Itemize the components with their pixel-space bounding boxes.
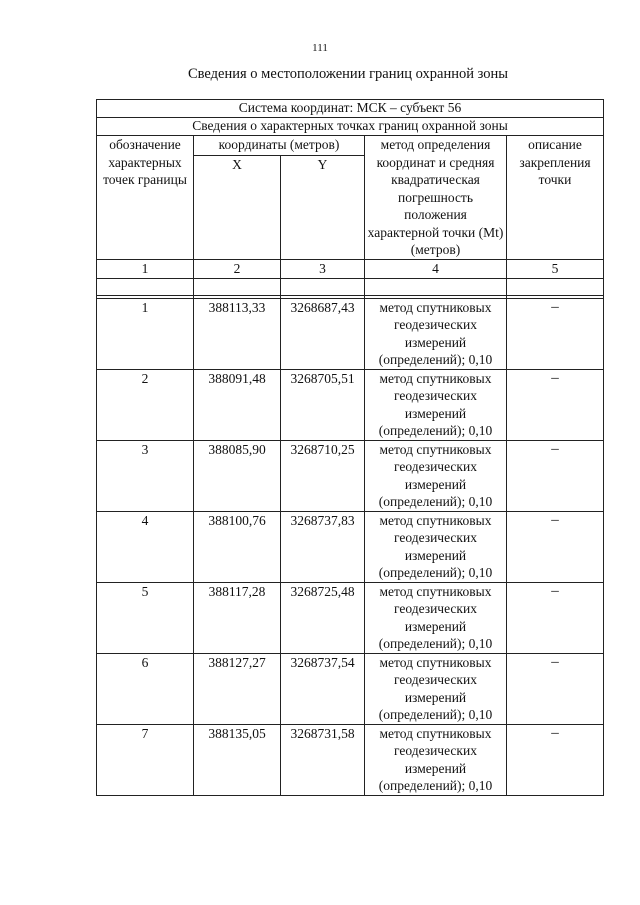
method-line: измерений xyxy=(404,547,467,563)
description-cell: – xyxy=(507,724,604,795)
table-row xyxy=(97,298,604,369)
coordinates-table xyxy=(96,99,604,796)
method-line: (определений); 0,10 xyxy=(378,565,493,580)
method-cell xyxy=(365,511,507,582)
point-cell: 3 xyxy=(97,440,194,511)
x-cell: 388117,28 xyxy=(194,582,281,653)
method-line: (определений); 0,10 xyxy=(378,707,493,722)
y-cell: 3268737,54 xyxy=(281,653,365,724)
y-cell: 3268687,43 xyxy=(281,298,365,369)
method-line: измерений xyxy=(404,334,467,350)
header-coordinates: координаты (метров) xyxy=(194,136,365,156)
method-cell xyxy=(365,440,507,511)
method-cell xyxy=(365,298,507,369)
method-line: метод спутниковых xyxy=(379,299,492,315)
method-line: (определений); 0,10 xyxy=(378,352,493,367)
table-row xyxy=(97,724,604,795)
description-cell: – xyxy=(507,298,604,369)
y-cell: 3268737,83 xyxy=(281,511,365,582)
point-cell: 5 xyxy=(97,582,194,653)
column-number: 3 xyxy=(281,259,365,278)
method-line: метод спутниковых xyxy=(379,370,492,386)
method-line: геодезических xyxy=(394,672,477,687)
table-row xyxy=(97,369,604,440)
method-line: измерений xyxy=(404,689,467,705)
table-row xyxy=(97,653,604,724)
description-cell: – xyxy=(507,369,604,440)
method-line: геодезических xyxy=(394,743,477,758)
method-line: метод спутниковых xyxy=(379,654,492,670)
header-method: метод определения координат и средняя квадратическая погрешность положения характерной точки (Mt) (метров) xyxy=(365,136,507,260)
method-line: измерений xyxy=(404,476,467,492)
method-line: метод спутниковых xyxy=(379,725,492,741)
method-line: геодезических xyxy=(394,388,477,403)
coordinate-system-row: Система координат: МСК – субъект 56 xyxy=(97,100,604,118)
table-row xyxy=(97,440,604,511)
x-cell: 388091,48 xyxy=(194,369,281,440)
description-cell: – xyxy=(507,653,604,724)
y-cell: 3268710,25 xyxy=(281,440,365,511)
x-cell: 388085,90 xyxy=(194,440,281,511)
description-cell: – xyxy=(507,582,604,653)
method-line: (определений); 0,10 xyxy=(378,494,493,509)
x-cell: 388135,05 xyxy=(194,724,281,795)
page-number: 111 xyxy=(312,42,328,54)
empty-row xyxy=(97,278,604,295)
method-cell xyxy=(365,369,507,440)
method-cell xyxy=(365,653,507,724)
method-line: геодезических xyxy=(394,601,477,616)
method-line: геодезических xyxy=(394,459,477,474)
table-row xyxy=(97,511,604,582)
header-description: описание закрепления точки xyxy=(507,136,604,260)
method-line: геодезических xyxy=(394,317,477,332)
point-cell: 2 xyxy=(97,369,194,440)
x-cell: 388100,76 xyxy=(194,511,281,582)
point-cell: 4 xyxy=(97,511,194,582)
method-line: измерений xyxy=(404,618,467,634)
y-cell: 3268705,51 xyxy=(281,369,365,440)
y-cell: 3268725,48 xyxy=(281,582,365,653)
point-cell: 7 xyxy=(97,724,194,795)
point-cell: 1 xyxy=(97,298,194,369)
column-number: 5 xyxy=(507,259,604,278)
header-y: Y xyxy=(281,155,365,259)
method-line: метод спутниковых xyxy=(379,441,492,457)
y-cell: 3268731,58 xyxy=(281,724,365,795)
method-line: измерений xyxy=(404,760,467,776)
table-row xyxy=(97,582,604,653)
x-cell: 388113,33 xyxy=(194,298,281,369)
method-line: (определений); 0,10 xyxy=(378,423,493,438)
header-x: X xyxy=(194,155,281,259)
method-cell xyxy=(365,582,507,653)
points-info-row: Сведения о характерных точках границ охранной зоны xyxy=(97,118,604,136)
point-cell: 6 xyxy=(97,653,194,724)
header-point-designation: обозначение характерных точек границы xyxy=(97,136,194,260)
column-number: 2 xyxy=(194,259,281,278)
method-cell xyxy=(365,724,507,795)
method-line: геодезических xyxy=(394,530,477,545)
column-number: 4 xyxy=(365,259,507,278)
method-line: метод спутниковых xyxy=(379,512,492,528)
method-line: (определений); 0,10 xyxy=(378,778,493,793)
method-line: измерений xyxy=(404,405,467,421)
method-line: (определений); 0,10 xyxy=(378,636,493,651)
method-line: метод спутниковых xyxy=(379,583,492,599)
column-number: 1 xyxy=(97,259,194,278)
description-cell: – xyxy=(507,440,604,511)
document-title: Сведения о местоположении границ охранной зоны xyxy=(187,66,508,82)
description-cell: – xyxy=(507,511,604,582)
x-cell: 388127,27 xyxy=(194,653,281,724)
